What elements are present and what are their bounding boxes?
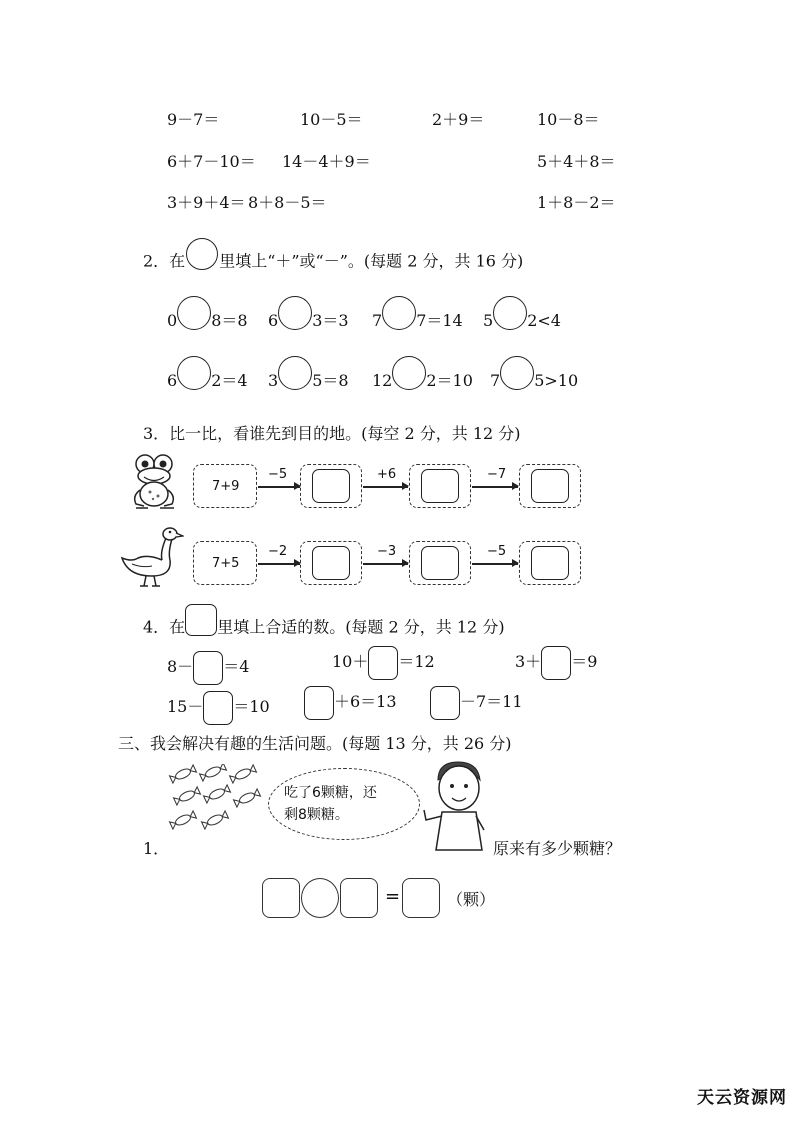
watermark: 天云资源网 [697, 1088, 787, 1108]
answer-circle[interactable] [382, 296, 416, 330]
goose-answer-3[interactable] [531, 546, 569, 580]
goose-start: 7+5 [212, 556, 240, 571]
q2-r1-b: 8＝8 [211, 311, 248, 330]
expr-2-3: 5＋4＋8＝ [537, 152, 616, 171]
q2-row2 [167, 356, 248, 390]
q2-row2-4 [490, 356, 578, 390]
q4-r1-1 [167, 650, 249, 685]
q2-r1-a3: 7 [372, 311, 383, 330]
boy-icon [420, 758, 492, 854]
frog-answer-2[interactable] [421, 469, 459, 503]
answer-box[interactable] [368, 646, 398, 680]
q4-r1-3a: 3＋ [515, 652, 542, 671]
q2-r2-b: 2＝4 [211, 371, 248, 390]
q4-r2-2 [304, 685, 397, 720]
answer-circle[interactable] [278, 296, 312, 330]
q2-row2-2 [268, 356, 349, 390]
answer-circle-op[interactable] [301, 878, 339, 918]
q3-title: 3．比一比，看谁先到目的地。(每空 2 分，共 12 分) [143, 424, 521, 443]
q4-r2-1a: 15－ [167, 697, 204, 716]
answer-box[interactable] [541, 646, 571, 680]
frog-op-2: +6 [377, 467, 397, 482]
frog-answer-1[interactable] [312, 469, 350, 503]
expr-2-1: 6＋7－10＝ [167, 152, 256, 171]
answer-circle[interactable] [493, 296, 527, 330]
goose-answer-1[interactable] [312, 546, 350, 580]
q2-r1-b3: 7＝14 [416, 311, 463, 330]
arrow-right-icon [363, 563, 408, 565]
q4-r1-3b: ＝9 [571, 652, 598, 671]
frog-start: 7+9 [212, 479, 240, 494]
expr-1-1: 9－7＝ [167, 110, 220, 129]
q2-row2-3 [372, 356, 473, 390]
q2-r2-b3: 2＝10 [426, 371, 473, 390]
candy-icon [165, 764, 265, 844]
unit-label: （颗） [447, 890, 496, 909]
arrow-right-icon [363, 486, 408, 488]
q2-r1-a: 0 [167, 311, 178, 330]
frog-op-1: −5 [268, 467, 288, 482]
q4-r2-3 [430, 685, 523, 720]
q4-r2-1 [167, 690, 270, 725]
part3-q1-num: 1． [143, 839, 170, 858]
answer-circle[interactable] [177, 296, 211, 330]
q4-r2-1b: ＝10 [233, 697, 270, 716]
answer-circle[interactable] [278, 356, 312, 390]
q2-r2-a3: 12 [372, 371, 393, 390]
q2-row1 [167, 296, 248, 330]
expr-3-1: 3＋9＋4＝ [167, 193, 246, 212]
q4-title [143, 612, 505, 644]
part3-title: 三、我会解决有趣的生活问题。(每题 13 分，共 26 分) [118, 734, 512, 753]
answer-box-2[interactable] [340, 878, 378, 918]
expr-1-2: 10－5＝ [300, 110, 363, 129]
bubble-line-1: 吃了6颗糖，还 [284, 785, 377, 801]
answer-circle[interactable] [177, 356, 211, 390]
goose-answer-2[interactable] [421, 546, 459, 580]
bubble-line-2: 剩8颗糖。 [284, 807, 349, 823]
expr-3-2: 8＋8－5＝ [248, 193, 327, 212]
q2-title [143, 246, 523, 278]
frog-op-3: −7 [487, 467, 507, 482]
q2-r2-a2: 3 [268, 371, 279, 390]
q2-r2-a: 6 [167, 371, 178, 390]
q2-num: 2．在 [143, 251, 186, 271]
q2-row1-3 [372, 296, 463, 330]
goose-icon [118, 524, 184, 590]
expr-1-3: 2＋9＝ [432, 110, 485, 129]
q2-r1-a2: 6 [268, 311, 279, 330]
answer-circle[interactable] [392, 356, 426, 390]
expr-2-2: 14－4＋9＝ [282, 152, 371, 171]
goose-op-3: −5 [487, 544, 507, 559]
arrow-right-icon [472, 563, 518, 565]
q2-text: 里填上“＋”或“－”。(每题 2 分，共 16 分) [219, 251, 524, 271]
answer-box[interactable] [304, 686, 334, 720]
q2-row1-2 [268, 296, 349, 330]
q2-r2-a4: 7 [490, 371, 501, 390]
goose-op-2: −3 [377, 544, 397, 559]
answer-box-1[interactable] [262, 878, 300, 918]
q4-r1-1b: ＝4 [223, 657, 250, 676]
q2-row1-4 [483, 296, 561, 330]
q4-text: 里填上合适的数。(每题 2 分，共 12 分) [217, 617, 505, 637]
q4-r1-3 [515, 645, 597, 680]
circle-icon [186, 238, 218, 270]
q2-r1-a4: 5 [483, 311, 494, 330]
answer-box[interactable] [203, 691, 233, 725]
q4-r1-2 [332, 645, 435, 680]
equals-sign: = [385, 886, 401, 907]
q2-r1-b2: 3＝3 [312, 311, 349, 330]
answer-box[interactable] [430, 686, 460, 720]
answer-circle[interactable] [500, 356, 534, 390]
q4-num: 4．在 [143, 617, 186, 637]
q4-r1-2b: ＝12 [398, 652, 435, 671]
q2-r1-b4: 2<4 [527, 311, 561, 330]
arrow-right-icon [258, 563, 300, 565]
q4-r1-2a: 10＋ [332, 652, 369, 671]
answer-box[interactable] [193, 651, 223, 685]
expr-3-3: 1＋8－2＝ [537, 193, 616, 212]
part3-question: 原来有多少颗糖？ [493, 839, 622, 858]
arrow-right-icon [258, 486, 300, 488]
goose-op-1: −2 [268, 544, 288, 559]
answer-box-3[interactable] [402, 878, 440, 918]
q4-r1-1a: 8－ [167, 657, 194, 676]
frog-icon [128, 452, 180, 512]
q4-r2-2b: ＋6＝13 [334, 692, 397, 711]
arrow-right-icon [472, 486, 518, 488]
square-icon [185, 604, 217, 636]
frog-answer-3[interactable] [531, 469, 569, 503]
expr-1-4: 10－8＝ [537, 110, 600, 129]
q4-r2-3b: －7＝11 [460, 692, 523, 711]
q2-r2-b2: 5＝8 [312, 371, 349, 390]
q2-r2-b4: 5>10 [534, 371, 579, 390]
